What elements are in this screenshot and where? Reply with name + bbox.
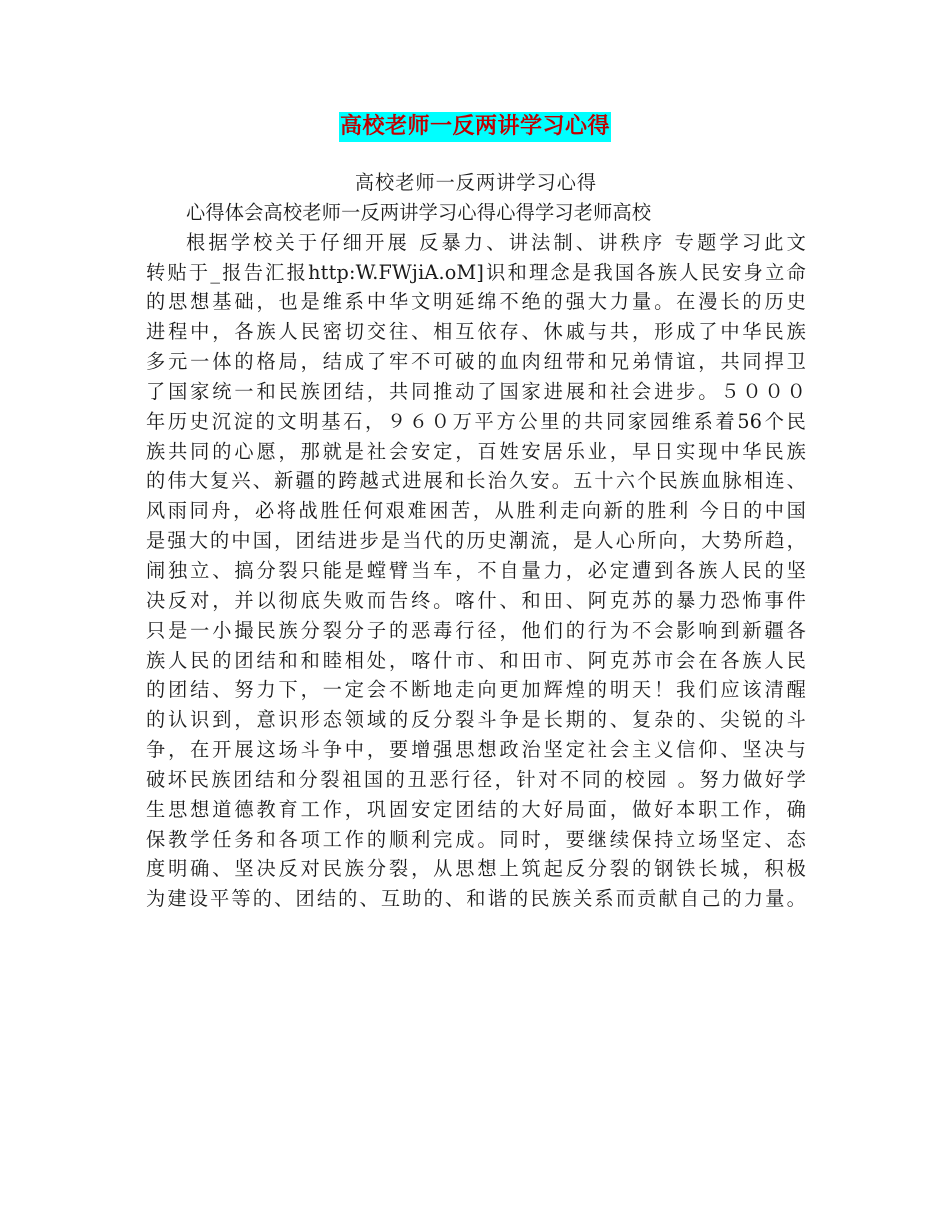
body-line: 度明确、坚决反对民族分裂，从思想上筑起反分裂的钢铁长城，积极: [146, 857, 806, 881]
body-line: 族共同的心愿，那就是社会安定，百姓安居乐业，早日实现中华民族: [146, 439, 806, 463]
body-line: 破坏民族团结和分裂祖国的丑恶行径，针对不同的校园 。努力做好学: [146, 767, 806, 791]
keywords-line: 心得体会高校老师一反两讲学习心得心得学习老师高校: [186, 200, 652, 224]
body-line: 只是一小撮民族分裂分子的恶毒行径，他们的行为不会影响到新疆各: [146, 618, 806, 642]
body-line: 的团结、努力下，一定会不断地走向更加辉煌的明天！我们应该清醒: [146, 678, 806, 702]
body-line: 的伟大复兴、新疆的跨越式进展和长治久安。五十六个民族血脉相连、: [146, 469, 806, 493]
body-line: 根据学校关于仔细开展 反暴力、讲法制、讲秩序 专题学习此文: [186, 230, 806, 254]
body-line: 决反对，并以彻底失败而告终。喀什、和田、阿克苏的暴力恐怖事件: [146, 588, 806, 612]
document-body: [146, 168, 806, 914]
body-line: 是强大的中国，团结进步是当代的历史潮流，是人心所向，大势所趋，: [146, 529, 806, 553]
title-container: [0, 112, 950, 142]
body-line: 的思想基础，也是维系中华文明延绵不绝的强大力量。在漫长的历史: [146, 290, 806, 314]
body-line: 风雨同舟，必将战胜任何艰难困苦，从胜利走向新的胜利 今日的中国: [146, 499, 806, 523]
body-paragraph: [146, 228, 806, 914]
body-line: 争，在开展这场斗争中，要增强思想政治坚定社会主义信仰、坚决与: [146, 738, 806, 762]
body-line: 的认识到，意识形态领域的反分裂斗争是长期的、复杂的、尖锐的斗: [146, 708, 806, 732]
document-title: 高校老师一反两讲学习心得: [339, 112, 611, 142]
body-line: 为建设平等的、团结的、互助的、和谐的民族关系而贡献自己的力量。: [146, 887, 806, 911]
document-subtitle: 高校老师一反两讲学习心得: [354, 171, 598, 194]
body-line: 年历史沉淀的文明基石，９６０万平方公里的共同家园维系着56个民: [146, 409, 806, 433]
body-line: 进程中，各族人民密切交往、相互依存、休戚与共，形成了中华民族: [146, 320, 806, 344]
body-line: 族人民的团结和和睦相处，喀什市、和田市、阿克苏市会在各族人民: [146, 648, 806, 672]
body-line: 转贴于_报告汇报http:W.FWjiA.oM]识和理念是我国各族人民安身立命: [146, 260, 806, 284]
body-line: 保教学任务和各项工作的顺利完成。同时，要继续保持立场坚定、态: [146, 827, 806, 851]
body-line: 生思想道德教育工作，巩固安定团结的大好局面，做好本职工作，确: [146, 797, 806, 821]
body-line: 闹独立、搞分裂只能是螳臂当车，不自量力，必定遭到各族人民的坚: [146, 558, 806, 582]
body-line: 了国家统一和民族团结，共同推动了国家进展和社会进步。５０００: [146, 379, 806, 403]
body-line: 多元一体的格局，结成了牢不可破的血肉纽带和兄弟情谊，共同捍卫: [146, 350, 806, 374]
